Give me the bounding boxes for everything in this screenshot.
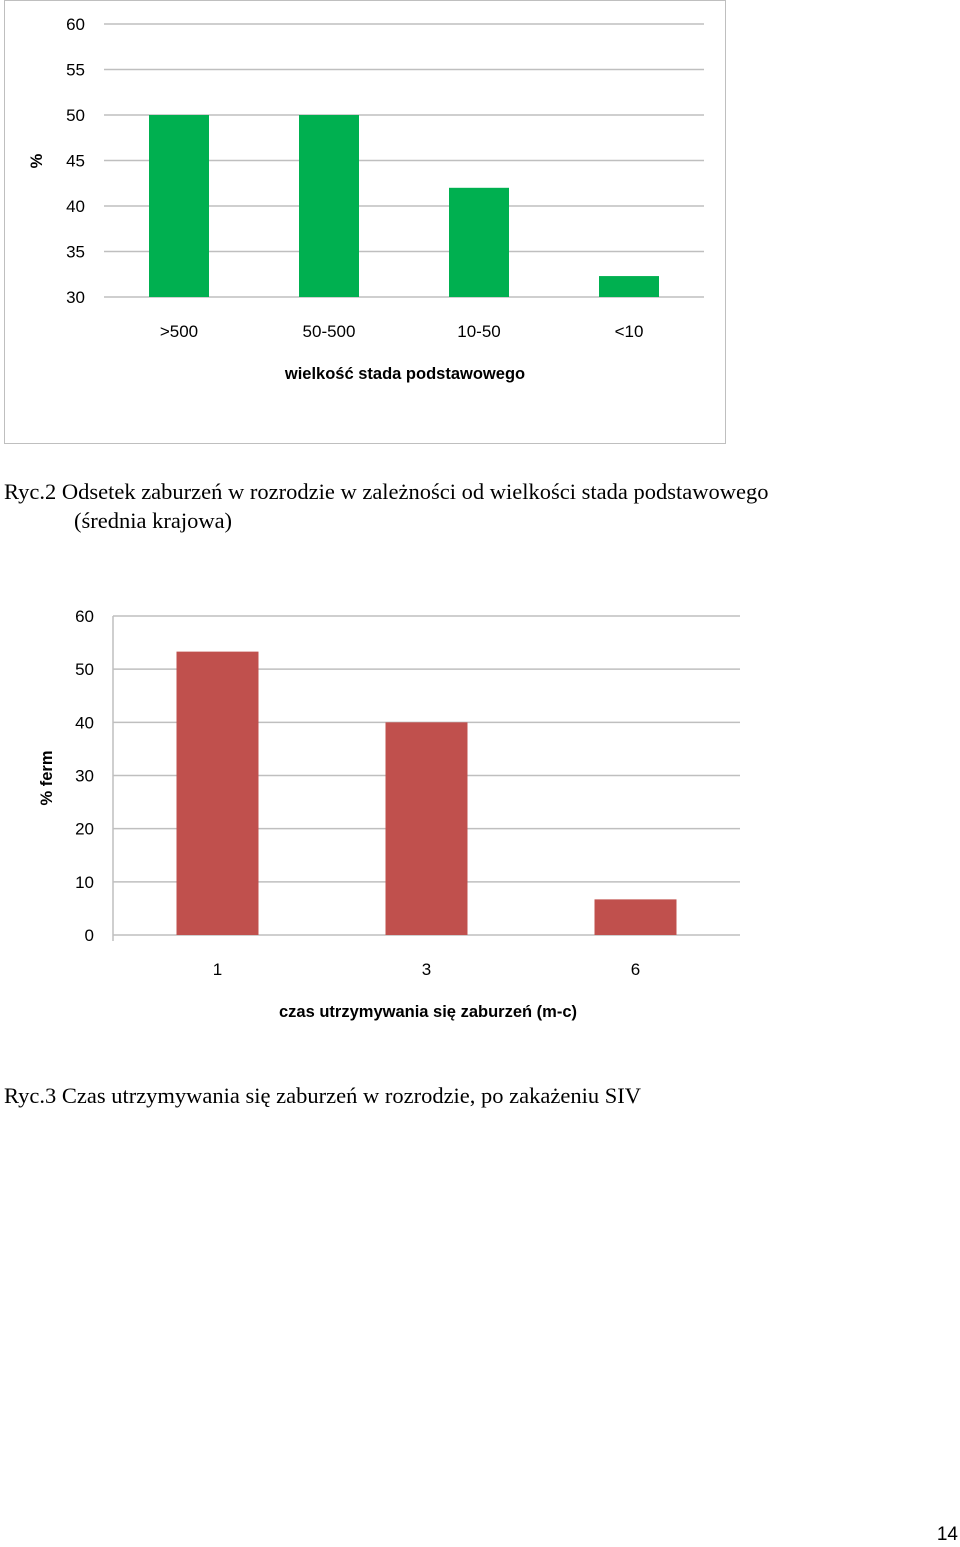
y-tick-label: 45 — [66, 151, 85, 171]
y-tick-label: 50 — [75, 660, 94, 680]
y-axis-title: % ferm — [38, 750, 56, 806]
page-number: 14 — [936, 1524, 958, 1545]
bar — [386, 722, 468, 935]
x-axis-title: czas utrzymywania się zaburzeń (m-c) — [278, 1003, 578, 1021]
bar — [599, 276, 659, 297]
x-category-label: 1 — [212, 960, 223, 979]
caption-fig3 — [4, 1081, 641, 1110]
x-axis-title: wielkość stada podstawowego — [284, 365, 526, 383]
y-tick-label: 20 — [75, 819, 94, 839]
y-tick-label: 60 — [66, 15, 85, 34]
y-tick-label: 40 — [75, 713, 94, 733]
x-category-label: <10 — [614, 322, 644, 341]
chart-2-duration — [0, 560, 760, 1040]
caption-fig2-line1: Ryc.2 Odsetek zaburzeń w rozrodzie w zależności od wielkości stada podstawowego — [4, 479, 769, 504]
x-category-label: 3 — [421, 960, 432, 979]
bar — [149, 115, 209, 297]
x-category-label: >500 — [159, 322, 199, 341]
x-category-label: 6 — [630, 960, 641, 979]
caption-fig3-text: Ryc.3 Czas utrzymywania się zaburzeń w rozrodzie, po zakażeniu SIV — [4, 1083, 641, 1108]
y-tick-label: 50 — [66, 106, 85, 125]
y-tick-label: 55 — [66, 60, 85, 80]
bar — [595, 899, 677, 935]
x-category-label: 50-500 — [302, 322, 356, 341]
y-axis-title: % — [28, 153, 46, 169]
y-tick-label: 40 — [66, 197, 85, 216]
caption-fig2-line2: (średnia krajowa) — [74, 508, 233, 533]
y-tick-label: 0 — [84, 926, 94, 945]
bar — [299, 115, 359, 297]
caption-fig2 — [4, 477, 768, 535]
y-tick-label: 10 — [75, 872, 94, 892]
chart-1-herd-size — [0, 0, 730, 450]
bar — [177, 652, 259, 935]
y-tick-label: 30 — [66, 288, 85, 307]
x-category-label: 10-50 — [457, 322, 501, 341]
y-tick-label: 60 — [75, 607, 94, 626]
y-tick-label: 30 — [75, 766, 94, 786]
y-tick-label: 35 — [66, 242, 85, 262]
bar — [449, 188, 509, 297]
